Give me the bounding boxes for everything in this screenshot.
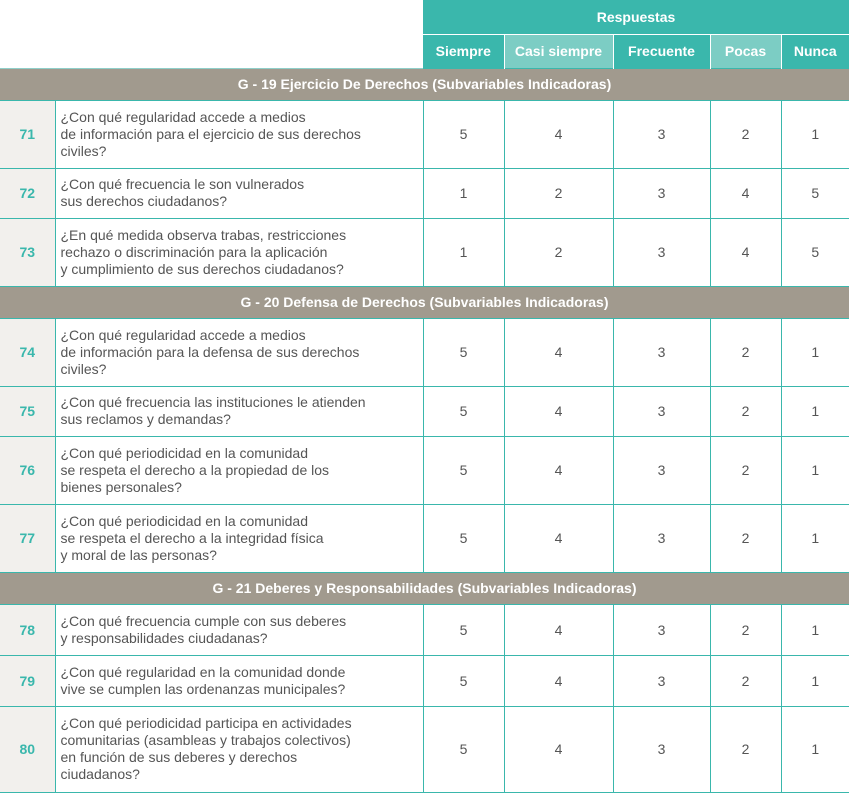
question-text-line: vive se cumplen las ordenanzas municipales? (60, 680, 346, 697)
question-row (0, 436, 849, 504)
option-header-nunca: Nunca (781, 34, 849, 68)
table-body (0, 68, 849, 792)
question-text-line: civiles? (60, 142, 107, 159)
score-casi-siempre: 4 (504, 318, 613, 386)
responses-header: Respuestas (423, 0, 849, 34)
score-casi-siempre: 4 (504, 655, 613, 706)
score-frecuente: 3 (613, 436, 710, 504)
score-nunca: 1 (781, 100, 849, 168)
question-number: 75 (0, 386, 55, 436)
score-pocas: 2 (710, 655, 781, 706)
question-text (55, 218, 423, 286)
score-nunca: 1 (781, 318, 849, 386)
question-text-line: comunitarias (asambleas y trabajos colectivos) (60, 732, 351, 748)
question-text (55, 100, 423, 168)
score-frecuente: 3 (613, 706, 710, 792)
score-casi-siempre: 2 (504, 168, 613, 218)
option-header-pocas: Pocas (710, 34, 781, 68)
question-number: 80 (0, 706, 55, 792)
score-frecuente: 3 (613, 100, 710, 168)
option-header-siempre: Siempre (423, 34, 504, 68)
score-siempre: 5 (423, 318, 504, 386)
score-pocas: 2 (710, 504, 781, 572)
question-row (0, 318, 849, 386)
question-text-line: ¿Con qué regularidad accede a medios (60, 108, 306, 125)
score-siempre: 5 (423, 504, 504, 572)
question-row (0, 655, 849, 706)
score-pocas: 4 (710, 168, 781, 218)
question-text-line: bienes personales? (60, 478, 182, 495)
question-number: 76 (0, 436, 55, 504)
question-number: 71 (0, 100, 55, 168)
question-text-line: ¿Con qué periodicidad en la comunidad (60, 444, 308, 461)
question-text (55, 655, 423, 706)
score-frecuente: 3 (613, 504, 710, 572)
section-title: G - 21 Deberes y Responsabilidades (Subvariables Indicadoras) (0, 572, 849, 604)
section-title: G - 20 Defensa de Derechos (Subvariables Indicadoras) (0, 286, 849, 318)
question-row (0, 218, 849, 286)
question-number: 72 (0, 168, 55, 218)
question-text-line: ¿Con qué frecuencia cumple con sus deberes (60, 612, 347, 629)
score-casi-siempre: 4 (504, 100, 613, 168)
score-frecuente: 3 (613, 318, 710, 386)
question-text-line: ¿Con qué regularidad en la comunidad donde (60, 663, 346, 680)
score-pocas: 2 (710, 436, 781, 504)
score-casi-siempre: 4 (504, 706, 613, 792)
score-siempre: 5 (423, 386, 504, 436)
score-pocas: 2 (710, 100, 781, 168)
question-text-line: sus derechos ciudadanos? (60, 193, 228, 209)
question-text-line: ¿Con qué regularidad accede a medios (60, 326, 306, 343)
question-text-line: ¿Con qué frecuencia las instituciones le atienden (60, 394, 366, 410)
score-nunca: 1 (781, 504, 849, 572)
score-siempre: 1 (423, 168, 504, 218)
score-casi-siempre: 4 (504, 436, 613, 504)
score-frecuente: 3 (613, 386, 710, 436)
question-text-line: y cumplimiento de sus derechos ciudadanos? (60, 260, 344, 277)
score-nunca: 1 (781, 386, 849, 436)
score-nunca: 5 (781, 168, 849, 218)
section-header-row (0, 572, 849, 604)
question-text-line: de información para el ejercicio de sus derechos (60, 125, 361, 142)
question-number: 79 (0, 655, 55, 706)
question-text-line: y moral de las personas? (60, 546, 217, 563)
question-number: 78 (0, 604, 55, 655)
score-siempre: 5 (423, 706, 504, 792)
score-frecuente: 3 (613, 655, 710, 706)
score-siempre: 1 (423, 218, 504, 286)
score-nunca: 1 (781, 655, 849, 706)
score-nunca: 1 (781, 706, 849, 792)
question-text (55, 318, 423, 386)
question-text-line: ciudadanos? (60, 766, 140, 782)
score-nunca: 1 (781, 436, 849, 504)
question-number: 77 (0, 504, 55, 572)
section-title: G - 19 Ejercicio De Derechos (Subvariables Indicadoras) (0, 68, 849, 100)
question-text (55, 504, 423, 572)
question-number: 74 (0, 318, 55, 386)
question-text-line: civiles? (60, 360, 107, 377)
question-text (55, 604, 423, 655)
question-text-line: de información para la defensa de sus derechos (60, 343, 360, 360)
question-number: 73 (0, 218, 55, 286)
score-casi-siempre: 4 (504, 504, 613, 572)
question-text (55, 386, 423, 436)
question-row (0, 100, 849, 168)
question-text-line: se respeta el derecho a la propiedad de los (60, 461, 330, 478)
score-siempre: 5 (423, 604, 504, 655)
question-row (0, 706, 849, 792)
question-row (0, 168, 849, 218)
question-text-line: ¿Con qué frecuencia le son vulnerados (60, 176, 305, 192)
score-siempre: 5 (423, 436, 504, 504)
score-casi-siempre: 4 (504, 604, 613, 655)
question-text-line: ¿En qué medida observa trabas, restricciones (60, 226, 347, 243)
question-text (55, 436, 423, 504)
score-pocas: 2 (710, 604, 781, 655)
option-header-casi-siempre: Casi siempre (504, 34, 613, 68)
score-casi-siempre: 2 (504, 218, 613, 286)
score-casi-siempre: 4 (504, 386, 613, 436)
question-text-line: y responsabilidades ciudadanas? (60, 629, 268, 646)
question-text-line: ¿Con qué periodicidad en la comunidad (60, 512, 308, 529)
score-siempre: 5 (423, 655, 504, 706)
question-row (0, 604, 849, 655)
score-pocas: 2 (710, 386, 781, 436)
option-header-frecuente: Frecuente (613, 34, 710, 68)
score-nunca: 1 (781, 604, 849, 655)
question-text-line: en función de sus deberes y derechos (60, 749, 298, 765)
question-row (0, 504, 849, 572)
score-frecuente: 3 (613, 218, 710, 286)
section-header-row (0, 286, 849, 318)
header-blank-corner (0, 0, 423, 68)
score-pocas: 4 (710, 218, 781, 286)
section-header-row (0, 68, 849, 100)
question-row (0, 386, 849, 436)
score-frecuente: 3 (613, 604, 710, 655)
question-text-line: rechazo o discriminación para la aplicación (60, 243, 328, 260)
question-text-line: sus reclamos y demandas? (60, 411, 231, 427)
score-pocas: 2 (710, 318, 781, 386)
score-nunca: 5 (781, 218, 849, 286)
question-text (55, 706, 423, 792)
score-frecuente: 3 (613, 168, 710, 218)
question-text (55, 168, 423, 218)
question-text-line: ¿Con qué periodicidad participa en actividades (60, 715, 352, 731)
score-pocas: 2 (710, 706, 781, 792)
question-text-line: se respeta el derecho a la integridad física (60, 529, 324, 546)
score-siempre: 5 (423, 100, 504, 168)
